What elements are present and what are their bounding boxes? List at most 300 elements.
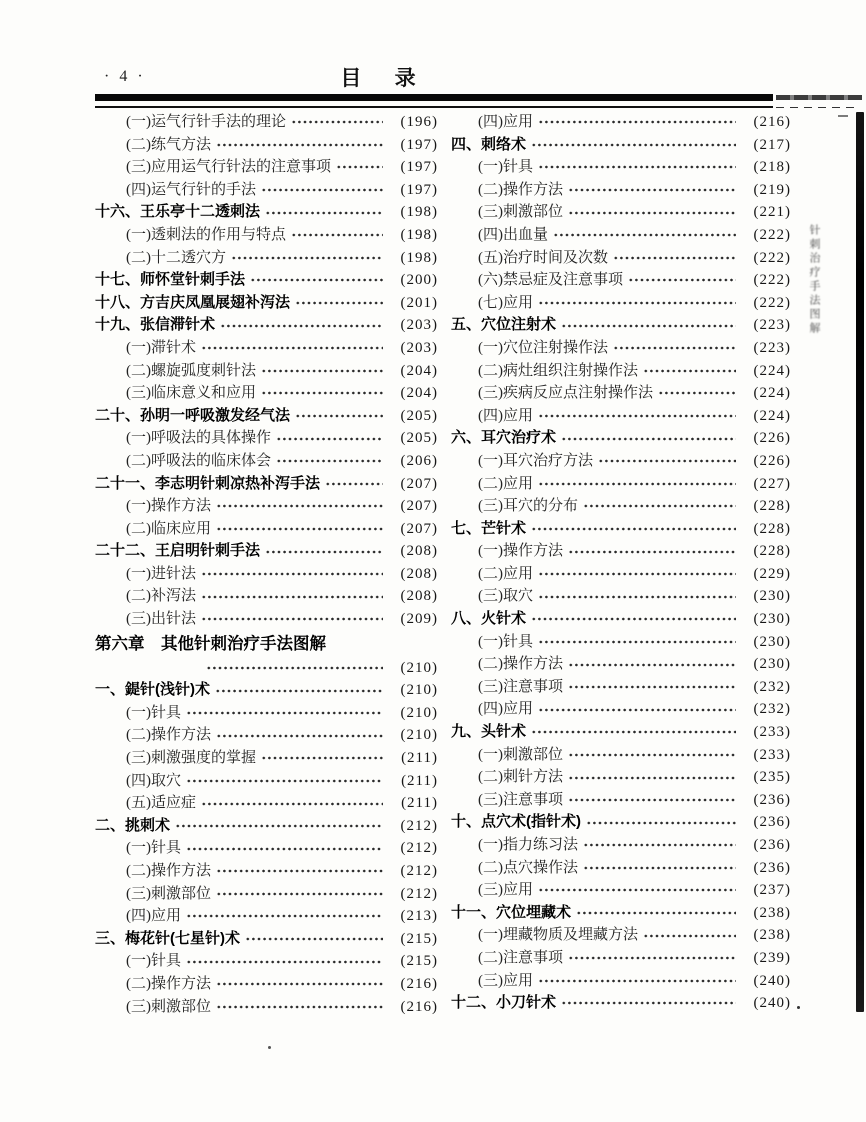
toc-entry-title: (二)螺旋弧度刺针法 xyxy=(126,362,256,379)
toc-row xyxy=(95,405,438,428)
dot-leader xyxy=(215,686,383,696)
toc-entry-title: (一)针具 xyxy=(478,159,533,176)
toc-entry-title: 十六、王乐亭十二透刺法 xyxy=(95,203,261,221)
toc-entry-title: 六、耳穴治疗术 xyxy=(451,429,557,447)
toc-page-number: (223) xyxy=(753,317,791,334)
toc-page-number: (238) xyxy=(753,904,791,921)
toc-entry-title: 一、鍉针(浅针)术 xyxy=(95,681,210,699)
toc-page-number: (205) xyxy=(400,407,438,424)
dot-leader xyxy=(538,298,736,308)
toc-page-number: (197) xyxy=(400,159,438,176)
toc-row xyxy=(95,679,438,702)
toc-entry-title: (一)埋藏物质及埋藏方法 xyxy=(478,927,638,944)
toc-entry-title: (三)临床意义和应用 xyxy=(126,385,256,402)
toc-entry-title: 七、芒针术 xyxy=(451,519,527,537)
dot-leader xyxy=(583,501,736,511)
toc-row xyxy=(451,382,791,405)
toc-page-number: (236) xyxy=(753,859,791,876)
toc-page-number: (212) xyxy=(400,817,438,834)
header-rule-thin xyxy=(95,106,773,108)
toc-row xyxy=(95,724,438,747)
toc-page-number: (201) xyxy=(400,294,438,311)
dot-leader xyxy=(261,366,383,376)
toc-row xyxy=(451,540,791,563)
page-title: 目 录 xyxy=(340,66,430,90)
dot-leader xyxy=(538,705,736,715)
toc-row xyxy=(95,950,438,973)
toc-page-number: (213) xyxy=(400,908,438,925)
toc-entry-title: 十八、方吉庆凤凰展翅补泻法 xyxy=(95,293,291,311)
toc-page-number: (207) xyxy=(400,498,438,515)
toc-row xyxy=(95,883,438,906)
toc-page-number: (222) xyxy=(753,272,791,289)
toc-page-number: (236) xyxy=(753,814,791,831)
toc-page-number: (210) xyxy=(400,659,438,676)
toc-page-number: (212) xyxy=(400,863,438,879)
toc-entry-title: 十、点穴术(指针术) xyxy=(451,813,581,831)
dot-leader xyxy=(531,140,736,150)
toc-page-number: (198) xyxy=(400,249,438,266)
toc-entry-title: (二)临床应用 xyxy=(126,520,211,537)
toc-entry-title: (二)点穴操作法 xyxy=(478,859,578,876)
toc-entry-title: 二十、孙明一呼吸激发经气法 xyxy=(95,406,291,424)
dot-leader xyxy=(261,753,383,763)
toc-row xyxy=(95,473,438,496)
toc-entry-title: (二)操作方法 xyxy=(478,181,563,198)
dot-leader xyxy=(276,434,383,444)
toc-row xyxy=(95,134,438,157)
toc-row xyxy=(451,292,791,315)
toc-row xyxy=(95,792,438,815)
toc-entry-title: (一)进针法 xyxy=(126,565,196,582)
dot-leader xyxy=(276,456,383,466)
toc-row xyxy=(451,563,791,586)
toc-page-number: (236) xyxy=(753,837,791,853)
toc-row xyxy=(451,450,791,473)
toc-page-number: (208) xyxy=(400,588,438,605)
dot-leader xyxy=(576,908,736,918)
toc-entry-title: (三)注意事项 xyxy=(478,791,563,808)
toc-row xyxy=(95,495,438,518)
dot-leader xyxy=(325,479,383,489)
dot-leader xyxy=(201,343,383,353)
toc-entry-title: (三)注意事项 xyxy=(478,678,563,695)
toc-page-number: (209) xyxy=(400,611,438,628)
dot-leader xyxy=(643,931,736,941)
toc-row xyxy=(95,360,438,383)
toc-row xyxy=(451,698,791,721)
toc-entry-title: (一)耳穴治疗方法 xyxy=(478,452,593,469)
toc-row xyxy=(95,657,438,680)
dot-leader xyxy=(598,456,736,466)
toc-row xyxy=(95,702,438,725)
toc-page-number: (215) xyxy=(400,953,438,970)
toc-page-number: (212) xyxy=(400,840,438,857)
dot-leader xyxy=(561,434,736,444)
toc-entry-title: 十二、小刀针术 xyxy=(451,994,557,1012)
toc-entry-title: (二)刺针方法 xyxy=(478,769,563,786)
header-rule-thin-extension xyxy=(776,107,856,108)
toc-entry-title: 九、头针术 xyxy=(451,723,527,741)
toc-page-number: (204) xyxy=(400,362,438,379)
toc-page-number: (210) xyxy=(400,682,438,699)
dot-leader xyxy=(538,162,736,172)
toc-entry-title: (一)针具 xyxy=(126,953,181,970)
toc-page-number: (216) xyxy=(400,975,438,992)
dot-leader xyxy=(538,411,736,421)
toc-row xyxy=(451,247,791,270)
toc-page-number: (240) xyxy=(753,972,791,989)
toc-row xyxy=(451,879,791,902)
toc-row xyxy=(95,179,438,202)
toc-row xyxy=(451,495,791,518)
toc-column-right xyxy=(451,111,791,1015)
toc-chapter-title: 第六章 其他针刺治疗手法图解 xyxy=(95,634,326,653)
toc-page-number: (207) xyxy=(400,520,438,537)
toc-row xyxy=(95,747,438,770)
toc-row xyxy=(451,992,791,1015)
toc-entry-title: (四)取穴 xyxy=(126,772,181,789)
toc-entry-title: (四)应用 xyxy=(478,701,533,718)
toc-page-number: (218) xyxy=(753,159,791,176)
toc-entry-title: (三)疾病反应点注射操作法 xyxy=(478,385,653,402)
toc-entry-title: (一)操作方法 xyxy=(478,543,563,560)
toc-row xyxy=(451,585,791,608)
toc-row xyxy=(451,360,791,383)
dot-leader xyxy=(291,117,383,127)
toc-entry-title: 十一、穴位埋藏术 xyxy=(451,903,572,921)
toc-row xyxy=(451,902,791,925)
dot-leader xyxy=(186,844,383,854)
dot-leader xyxy=(568,547,736,557)
toc-row xyxy=(451,608,791,631)
dot-leader xyxy=(561,321,736,331)
toc-entry-title: 八、火针术 xyxy=(451,610,527,628)
header-rule-thick xyxy=(95,94,773,101)
dot-leader xyxy=(538,885,736,895)
toc-entry-title: 三、梅花针(七星针)术 xyxy=(95,929,240,947)
toc-entry-title: (三)刺激强度的掌握 xyxy=(126,750,256,767)
dot-leader xyxy=(250,275,383,285)
dot-leader xyxy=(216,866,383,876)
toc-row xyxy=(95,427,438,450)
toc-entry-title: 二十二、王启明针刺手法 xyxy=(95,542,261,560)
toc-row xyxy=(451,811,791,834)
dot-leader xyxy=(216,979,383,989)
toc-entry-title: 二十一、李志明针刺凉热补泻手法 xyxy=(95,474,321,492)
toc-entry-title: (二)呼吸法的临床体会 xyxy=(126,452,271,469)
toc-entry-title: (三)应用 xyxy=(478,972,533,989)
toc-entry-title: (二)十二透穴方 xyxy=(126,249,226,266)
toc-page-number: (219) xyxy=(753,181,791,198)
toc-page-number: (230) xyxy=(753,633,791,650)
toc-page-number: (233) xyxy=(753,746,791,763)
toc-row xyxy=(95,247,438,270)
toc-row xyxy=(451,427,791,450)
dot-leader xyxy=(216,501,383,511)
dot-leader xyxy=(628,275,736,285)
toc-page-number: (229) xyxy=(753,565,791,582)
toc-row xyxy=(451,721,791,744)
dot-leader xyxy=(583,840,736,850)
toc-page-number: (230) xyxy=(753,611,791,628)
toc-page-number: (235) xyxy=(753,769,791,786)
toc-page-number: (226) xyxy=(753,430,791,447)
toc-row xyxy=(451,653,791,676)
toc-row xyxy=(95,905,438,928)
header-rule-thick-extension xyxy=(776,95,862,100)
toc-row xyxy=(451,518,791,541)
toc-page-number: (226) xyxy=(753,452,791,469)
dot-leader xyxy=(538,592,736,602)
dot-leader xyxy=(220,321,383,331)
dot-leader xyxy=(658,388,736,398)
dot-leader xyxy=(291,230,383,240)
toc-row xyxy=(451,947,791,970)
toc-row xyxy=(451,924,791,947)
toc-page-number: (208) xyxy=(400,543,438,560)
toc-row xyxy=(95,860,438,883)
toc-page-number: (198) xyxy=(400,204,438,221)
dot-leader xyxy=(265,208,383,218)
toc-row xyxy=(95,996,438,1019)
toc-entry-title: (三)出针法 xyxy=(126,611,196,628)
toc-row xyxy=(451,224,791,247)
toc-page-number: (228) xyxy=(753,520,791,537)
toc-row xyxy=(451,405,791,428)
toc-entry-title: (一)呼吸法的具体操作 xyxy=(126,430,271,447)
toc-row xyxy=(95,540,438,563)
toc-page-number: (222) xyxy=(753,294,791,311)
toc-entry-title: (三)应用 xyxy=(478,882,533,899)
scan-speck xyxy=(838,115,848,117)
toc-row xyxy=(95,563,438,586)
scan-speck xyxy=(797,1006,800,1009)
toc-entry-title: (四)运气行针的手法 xyxy=(126,181,256,198)
toc-row xyxy=(95,837,438,860)
dot-leader xyxy=(531,524,736,534)
dot-leader xyxy=(538,569,736,579)
toc-page-number: (205) xyxy=(400,430,438,447)
dot-leader xyxy=(538,479,736,489)
toc-row xyxy=(95,292,438,315)
toc-page-number: (207) xyxy=(400,475,438,492)
toc-entry-title: (五)适应症 xyxy=(126,795,196,812)
toc-entry-title: (二)操作方法 xyxy=(126,727,211,744)
dot-leader xyxy=(201,799,383,809)
dot-leader xyxy=(201,614,383,624)
toc-entry-title: (二)病灶组织注射操作法 xyxy=(478,362,638,379)
toc-row xyxy=(95,337,438,360)
dot-leader xyxy=(568,208,736,218)
toc-row xyxy=(95,224,438,247)
toc-entry-title: 十九、张信滞针术 xyxy=(95,316,216,334)
toc-entry-title: (三)耳穴的分布 xyxy=(478,498,578,515)
toc-entry-title: (二)操作方法 xyxy=(478,656,563,673)
toc-row xyxy=(451,156,791,179)
toc-entry-title: (一)针具 xyxy=(126,704,181,721)
toc-row xyxy=(451,111,791,134)
toc-entry-title: 五、穴位注射术 xyxy=(451,316,557,334)
toc-entry-title: (一)运气行针手法的理论 xyxy=(126,114,286,130)
dot-leader xyxy=(613,343,736,353)
dot-leader xyxy=(586,818,736,828)
toc-page-number: (224) xyxy=(753,385,791,402)
toc-page-number: (232) xyxy=(753,678,791,695)
toc-page-number: (197) xyxy=(400,136,438,153)
toc-row xyxy=(95,269,438,292)
dot-leader xyxy=(216,889,383,899)
toc-entry-title: (二)注意事项 xyxy=(478,949,563,966)
dot-leader xyxy=(265,547,383,557)
toc-entry-title: (一)滞针术 xyxy=(126,339,196,356)
toc-page-number: (211) xyxy=(401,772,438,789)
toc-entry-title: (四)出血量 xyxy=(478,226,548,243)
dot-leader xyxy=(568,660,736,670)
toc-entry-title: (二)应用 xyxy=(478,475,533,492)
toc-entry-title: (二)操作方法 xyxy=(126,975,211,992)
toc-entry-title: (五)治疗时间及次数 xyxy=(478,249,608,266)
dot-leader xyxy=(216,140,383,150)
toc-row xyxy=(95,111,438,134)
toc-column-left xyxy=(95,111,438,1018)
dot-leader xyxy=(568,682,736,692)
toc-page-number: (237) xyxy=(753,882,791,899)
toc-page-number: (206) xyxy=(400,452,438,469)
toc-page-number: (216) xyxy=(753,114,791,130)
toc-page-number: (208) xyxy=(400,565,438,582)
dot-leader xyxy=(216,731,383,741)
toc-entry-title: (三)刺激部位 xyxy=(478,204,563,221)
toc-page-number: (211) xyxy=(401,795,438,812)
toc-row xyxy=(95,928,438,951)
dot-leader xyxy=(231,253,383,263)
toc-row xyxy=(451,676,791,699)
toc-row xyxy=(95,631,438,657)
dot-leader xyxy=(201,592,383,602)
toc-entry-title: 二、挑刺术 xyxy=(95,816,171,834)
toc-page-number: (221) xyxy=(753,204,791,221)
dot-leader xyxy=(295,298,383,308)
dot-leader xyxy=(216,524,383,534)
dot-leader xyxy=(531,614,736,624)
toc-page-number: (224) xyxy=(753,362,791,379)
toc-row xyxy=(95,608,438,631)
toc-row xyxy=(451,766,791,789)
toc-row xyxy=(95,815,438,838)
dot-leader xyxy=(201,569,383,579)
toc-page-number: (210) xyxy=(400,727,438,744)
toc-entry-title: (六)禁忌症及注意事项 xyxy=(478,272,623,289)
toc-page-number: (222) xyxy=(753,249,791,266)
toc-page-number: (240) xyxy=(753,995,791,1012)
toc-entry-title: (一)指力练习法 xyxy=(478,837,578,853)
toc-page-number: (197) xyxy=(400,181,438,198)
dot-leader xyxy=(568,750,736,760)
toc-row xyxy=(95,518,438,541)
dot-leader xyxy=(206,663,383,673)
toc-page-number: (230) xyxy=(753,656,791,673)
dot-leader xyxy=(336,162,383,172)
toc-row xyxy=(95,973,438,996)
toc-entry-title: (三)刺激部位 xyxy=(126,885,211,902)
toc-page-number: (232) xyxy=(753,701,791,718)
toc-page-number: (227) xyxy=(753,475,791,492)
dot-leader xyxy=(186,957,383,967)
toc-row xyxy=(451,269,791,292)
dot-leader xyxy=(216,1002,383,1012)
dot-leader xyxy=(261,185,383,195)
toc-row xyxy=(451,179,791,202)
toc-entry-title: (三)取穴 xyxy=(478,588,533,605)
toc-row xyxy=(451,134,791,157)
toc-row xyxy=(451,857,791,880)
toc-page-number: (224) xyxy=(753,407,791,424)
toc-page-number: (233) xyxy=(753,724,791,741)
toc-page-number: (217) xyxy=(753,136,791,153)
dot-leader xyxy=(261,388,383,398)
dot-leader xyxy=(568,773,736,783)
toc-page-number: (204) xyxy=(400,385,438,402)
toc-row xyxy=(451,789,791,812)
toc-entry-title: (七)应用 xyxy=(478,294,533,311)
scan-speck xyxy=(268,1046,271,1049)
toc-row xyxy=(95,382,438,405)
dot-leader xyxy=(613,253,736,263)
dot-leader xyxy=(568,795,736,805)
toc-page-number: (200) xyxy=(400,272,438,289)
dot-leader xyxy=(175,821,383,831)
toc-entry-title: (一)针具 xyxy=(126,840,181,857)
dot-leader xyxy=(538,117,736,127)
toc-entry-title: (一)穴位注射操作法 xyxy=(478,339,608,356)
toc-page-number: (216) xyxy=(400,998,438,1015)
toc-entry-title: (四)应用 xyxy=(478,407,533,424)
dot-leader xyxy=(538,976,736,986)
toc-entry-title: (一)针具 xyxy=(478,633,533,650)
dot-leader xyxy=(186,708,383,718)
toc-row xyxy=(451,201,791,224)
toc-entry-title: 四、刺络术 xyxy=(451,135,527,153)
toc-page-number: (210) xyxy=(400,704,438,721)
toc-row xyxy=(95,314,438,337)
toc-row xyxy=(95,770,438,793)
toc-entry-title: (四)应用 xyxy=(126,908,181,925)
toc-row xyxy=(451,970,791,993)
toc-row xyxy=(95,585,438,608)
dot-leader xyxy=(553,230,736,240)
toc-entry-title: (一)操作方法 xyxy=(126,498,211,515)
toc-page-number: (222) xyxy=(753,226,791,243)
toc-entry-title: (二)操作方法 xyxy=(126,863,211,879)
toc-row xyxy=(95,450,438,473)
toc-entry-title: (三)应用运气行针法的注意事项 xyxy=(126,159,331,176)
toc-entry-title: (三)刺激部位 xyxy=(126,998,211,1015)
toc-row xyxy=(451,473,791,496)
dot-leader xyxy=(531,727,736,737)
toc-page-number: (203) xyxy=(400,339,438,356)
toc-page-number: (230) xyxy=(753,588,791,605)
dot-leader xyxy=(568,953,736,963)
dot-leader xyxy=(245,934,383,944)
toc-row xyxy=(95,201,438,224)
toc-page-number: (239) xyxy=(753,949,791,966)
dot-leader xyxy=(561,998,736,1008)
toc-page-number: (228) xyxy=(753,498,791,515)
toc-entry-title: (二)练气方法 xyxy=(126,136,211,153)
page-number: · 4 · xyxy=(104,68,146,85)
toc-entry-title: (二)补泻法 xyxy=(126,588,196,605)
